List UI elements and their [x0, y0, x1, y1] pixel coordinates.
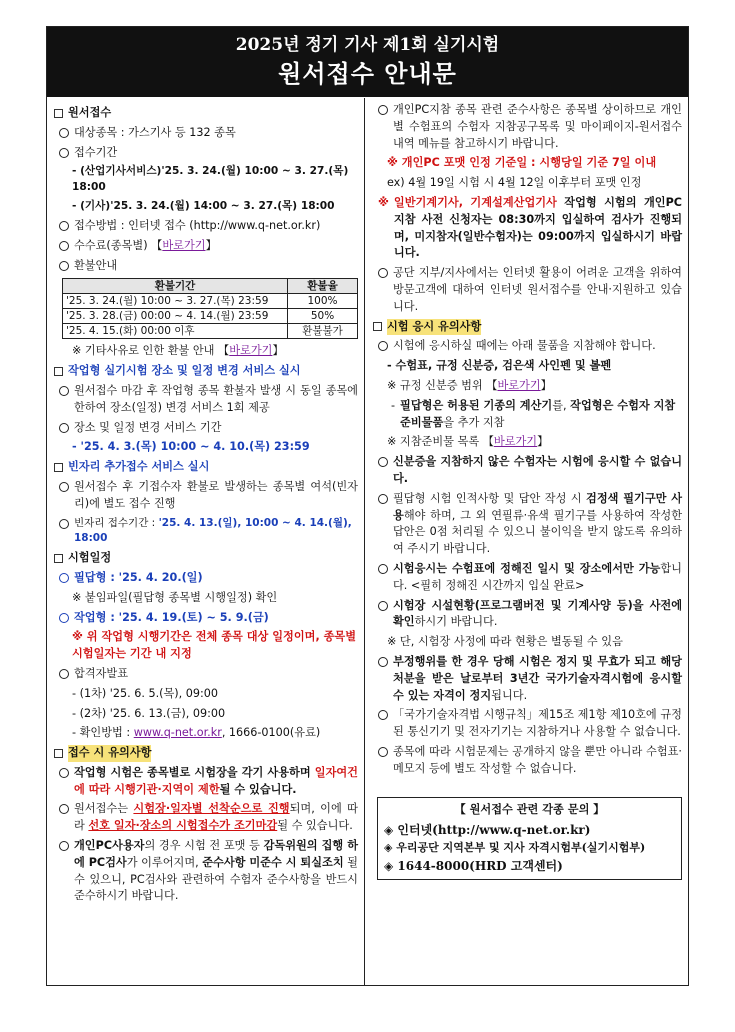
notice-title: 원서접수 안내문	[278, 59, 457, 88]
exam-title: 2025년 정기 기사 제1회 실기시험	[235, 35, 500, 55]
period-industrial: - (산업기사서비스)'25. 3. 24.(월) 10:00 ~ 3. 27.(목) 18:00	[72, 165, 349, 194]
circle-bullet-icon	[59, 804, 69, 814]
practical-exam-note: ※ 위 작업형 시행기간은 전체 종목 대상 일정이며, 종목별 시험일자는 기간 내 지정	[72, 630, 357, 661]
square-bullet-icon	[54, 749, 63, 758]
application-period-label: 접수기간	[74, 145, 118, 159]
circle-bullet-icon	[59, 128, 69, 138]
square-bullet-icon	[54, 554, 63, 563]
circle-bullet-icon	[59, 261, 69, 271]
supplies-shortcut-link[interactable]: 바로가기	[493, 435, 538, 449]
inquiry-branch: ◈ 우리공단 지역본부 및 지사 자격시험부(실기시험부)	[384, 841, 646, 855]
vacancy-period: '25. 4. 13.(일), 10:00 ~ 4. 14.(월), 18:00	[74, 516, 352, 545]
refund-header-period: 환불기간	[63, 279, 288, 294]
refund-label: 환불안내	[74, 258, 118, 272]
square-bullet-icon	[54, 367, 63, 376]
notice-page	[46, 26, 689, 986]
square-bullet-icon	[54, 463, 63, 472]
inquiry-box	[377, 797, 682, 880]
application-method: 접수방법 : 인터넷 접수 (http://www.q-net.or.kr)	[74, 219, 321, 233]
circle-bullet-icon	[59, 573, 69, 583]
circle-bullet-icon	[59, 241, 69, 251]
circle-bullet-icon	[378, 268, 388, 278]
circle-bullet-icon	[59, 613, 69, 623]
circle-bullet-icon	[59, 519, 69, 529]
section-exam-cautions: 시험 응시 유의사항	[373, 319, 682, 336]
inquiry-phone: ◈ 1644-8000(HRD 고객센터)	[384, 859, 563, 874]
change-period: - '25. 4. 3.(목) 10:00 ~ 4. 10.(목) 23:59	[72, 440, 310, 454]
circle-bullet-icon	[59, 669, 69, 679]
written-exam-date: 필답형 : '25. 4. 20.(일)	[74, 570, 203, 584]
section-application: 원서접수	[54, 105, 358, 122]
target-items: 대상종목 : 가스기사 등 132 종목	[74, 125, 236, 139]
section-vacancy: 빈자리 추가접수 서비스 실시	[54, 459, 358, 476]
inquiry-internet: ◈ 인터넷(http://www.q-net.or.kr)	[384, 823, 591, 838]
circle-bullet-icon	[378, 564, 388, 574]
section-schedule: 시험일정	[54, 550, 358, 567]
id-range-shortcut-link[interactable]: 바로가기	[497, 378, 541, 392]
right-column: 개인PC지참 종목 관련 준수사항은 종목별 상이하므로 개인별 수험표의 수험자 지참공구목록 및 마이페이지-원서접수내역 메뉴를 참고하시기 바랍니다. ※ 개인PC 포맷 인정 기준일 : 시행당일 기준 7일 이내 ex) 4월 19일 시험 시 4월 12일 이후부터 포맷 인정 ※ 일반기계기사, 기계설계산업기사 작업형 시험의 개인PC 지참 사전 신청자는 08:30까지 입실하여 검사가 진행되며, 미지참자(일반수험자)는 09:00까지 입실하시기 바랍니다. 공단 지부/지사에서는 인터넷 활용이 어려운 고객을 위하여 방문고객에 대하여 인터넷 원서접수를 안내·지원하고 있습니다. 시험 응시 유의사항 시험에 응시하실 때에는 아래 물품을 지참해야 합니다. - 수험표, 규정 신분증, 검은색 사인펜 및 볼펜 ※ 규정 신분증 범위 【바로가기】 - 필답형은 허용된 기종의 계산기를, 작업형은 수험자 지참준비물품을 추가 지참 ※ 지참준비물 목록 【바로가기】 신분증을 지참하지 않은 수험자는 시험에 응시할 수 없습니다. 필답형 시험 인적사항 및 답안 작성 시 검정색 필기구만 사용해야 하며, 그 외 연필류·유색 필기구를 사용하여 작성한 답안은 0점 처리될 수 있으니 불이익을 받지 않도록 유의하여 주시기 바랍니다. 시험응시는 수험표에 정해진 일시 및 장소에서만 가능합니다. <필히 정해진 시간까지 입실 완료> 시험장 시설현황(프로그램버전 및 기계사양 등)을 사전에 확인하시기 바랍니다. ※ 단, 시험장 사정에 따라 현황은 별동될 수 있음 부정행위를 한 경우 당해 시험은 정지 및 무효가 되고 해당 처분을 받은 날로부터 3년간 국가기술자격시험에 응시할 수 있는 자격이 정지됩니다. 「국가기술자격법 시행규칙」제15조 제1항 제10호에 규정된 통신기기 및 전자기기는 지참하거나 사용할 수 없습니다. 종목에 따라 시험문제는 공개하지 않을 뿐만 아니라 수험표·메모지 등에 별도 작성할 수 없습니다. 【 원서접수 관련 각종 문의 】 ◈ 인터넷(http://www.q-net.or.kr) ◈ 우리공단 지역본부 및 지사 자격시험부(실기시험부) ◈ 1644-8000(HRD 고객센터)	[365, 98, 688, 985]
refund-note: ※ 기타사유로 인한 환불 안내 【	[72, 344, 230, 358]
square-bullet-icon	[54, 109, 63, 118]
left-column: 원서접수 대상종목 : 가스기사 등 132 종목 접수기간 - (산업기사서비스)'25. 3. 24.(월) 10:00 ~ 3. 27.(목) 18:00 - (기사)'25. 3. 24.(월) 14:00 ~ 3. 27.(목) 18:00 접수방법 : 인터넷 접수 (http://www.q-net.or.kr) 수수료(종목별) 【바로가기】 환불안내 환불기간 환불율 '25. 3. 24.(월) 10:00 ~ 3. 27.(목) 23:59 100% '25. 3. 28.(금) 00:00 ~ 4. 14.(월) 23:59 50% '25. 4. 15.(화) 00:00 이후 환불불가 ※ 기타사유로 인한 환불 안내 【바로가기】 작업형 실기시험 장소 및 일정 변경 서비스 실시 원서접수 마감 후 작업형 종목 환불자 발생 시 동일 종목에 한하여 장소(일정) 변경 서비스 1회 제공 장소 및 일정 변경 서비스 기간 - '25. 4. 3.(목) 10:00 ~ 4. 10.(목) 23:59 빈자리 추가접수 서비스 실시 원서접수 후 기접수자 환불로 발생하는 종목별 여석(빈자리)에 별도 접수 진행 빈자리 접수기간 : '25. 4. 13.(일), 10:00 ~ 4. 14.(월), 18:00 시험일정 필답형 : '25. 4. 20.(일) ※ 붙임파일(필답형 종목별 시행일정) 확인 작업형 : '25. 4. 19.(토) ~ 5. 9.(금) ※ 위 작업형 시행기간은 전체 종목 대상 일정이며, 종목별 시험일자는 기간 내 지정 합격자발표 - (1차) '25. 6. 5.(목), 09:00 - (2차) '25. 6. 13.(금), 09:00 - 확인방법 : www.q-net.or.kr, 1666-0100(유료) 접수 시 유의사항 작업형 시험은 종목별로 시험장을 각기 사용하며 일자여건에 따라 시행기관·지역이 제한될 수 있습니다. 원서접수는 시험장·일자별 선착순으로 진행되며, 이에 따라 선호 일자·장소의 시험접수가 조기마감될 수 있습니다. 개인PC사용자의 경우 시험 전 포맷 등 감독위원의 집행 하에 PC검사가 이루어지며, 준수사항 미준수 시 퇴실조치 될 수 있으니, PC검사와 관련하여 수험자 준수사항을 반드시 준수하시기 바랍니다.	[47, 98, 365, 985]
fee-shortcut-link[interactable]: 바로가기	[162, 238, 206, 252]
square-bullet-icon	[373, 322, 382, 331]
refund-header-rate: 환불율	[288, 279, 358, 294]
circle-bullet-icon	[378, 341, 388, 351]
circle-bullet-icon	[378, 105, 388, 115]
circle-bullet-icon	[378, 494, 388, 504]
section-change-service: 작업형 실기시험 장소 및 일정 변경 서비스 실시	[54, 363, 358, 380]
refund-shortcut-link[interactable]: 바로가기	[229, 344, 273, 358]
inquiry-title: 【 원서접수 관련 각종 문의 】	[454, 803, 605, 817]
qnet-link[interactable]: www.q-net.or.kr	[133, 726, 222, 740]
pc-format-note: ※ 개인PC 포맷 인정 기준일 : 시행당일 기준 7일 이내	[387, 156, 657, 170]
circle-bullet-icon	[59, 423, 69, 433]
practical-exam-date: 작업형 : '25. 4. 19.(토) ~ 5. 9.(금)	[74, 610, 269, 624]
fee-label: 수수료(종목별) 【	[74, 238, 163, 252]
period-engineer: - (기사)'25. 3. 24.(월) 14:00 ~ 3. 27.(목) 18:00	[72, 200, 335, 213]
circle-bullet-icon	[378, 657, 388, 667]
table-row: '25. 3. 28.(금) 00:00 ~ 4. 14.(월) 23:59 50%	[63, 309, 358, 324]
circle-bullet-icon	[378, 601, 388, 611]
circle-bullet-icon	[59, 221, 69, 231]
circle-bullet-icon	[59, 841, 69, 851]
table-row: '25. 4. 15.(화) 00:00 이후 환불불가	[63, 324, 358, 339]
circle-bullet-icon	[59, 482, 69, 492]
circle-bullet-icon	[378, 457, 388, 467]
circle-bullet-icon	[59, 768, 69, 778]
circle-bullet-icon	[59, 386, 69, 396]
circle-bullet-icon	[378, 747, 388, 757]
section-application-cautions: 접수 시 유의사항	[54, 745, 358, 762]
circle-bullet-icon	[378, 710, 388, 720]
table-row: '25. 3. 24.(월) 10:00 ~ 3. 27.(목) 23:59 100%	[63, 294, 358, 309]
circle-bullet-icon	[59, 148, 69, 158]
refund-table	[62, 278, 358, 339]
notice-header	[47, 27, 688, 97]
